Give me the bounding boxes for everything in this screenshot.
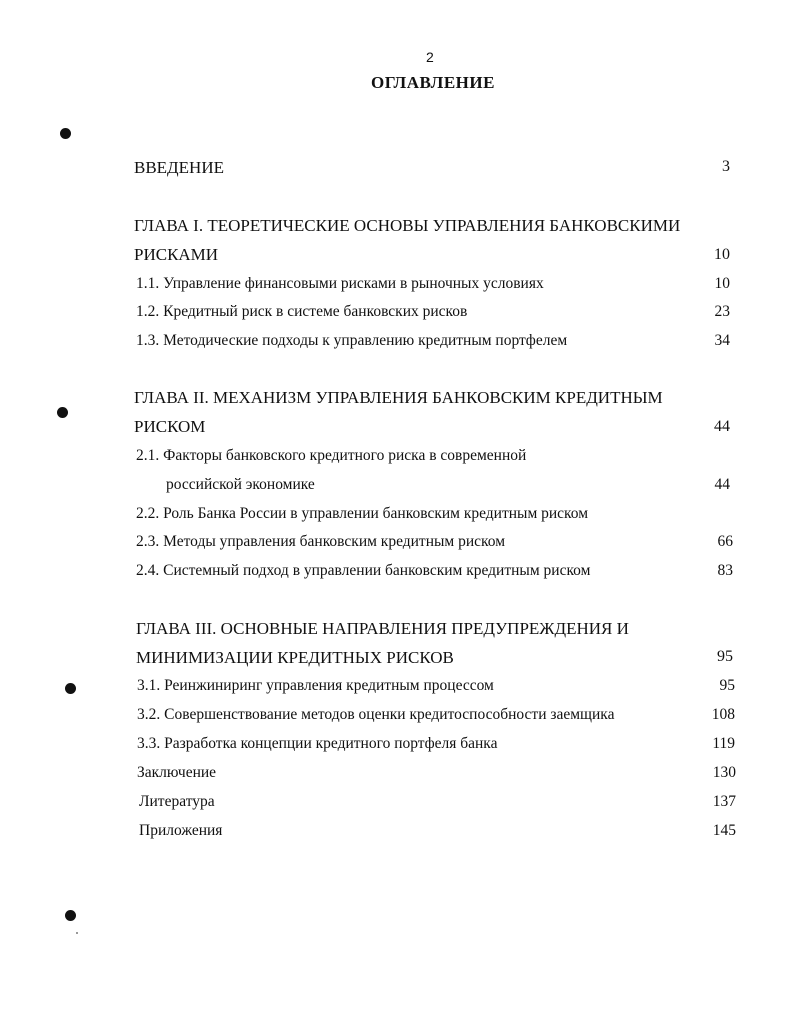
toc-literature: Литература [139, 793, 215, 810]
toc-section-2-4: 2.4. Системный подход в управлении банковским кредитным риском [136, 562, 591, 579]
toc-chapter3-title-line1: ГЛАВА III. ОСНОВНЫЕ НАПРАВЛЕНИЯ ПРЕДУПРЕЖДЕНИЯ И [136, 619, 629, 638]
page-number: 2 [426, 49, 434, 65]
toc-section-1-3: 1.3. Методические подходы к управлению кредитным портфелем [136, 332, 568, 349]
toc-appendices: Приложения [139, 822, 223, 839]
toc-section-2-3: 2.3. Методы управления банковским кредитным риском [136, 533, 506, 550]
toc-section-1-1-page: 10 [714, 275, 730, 292]
toc-section-1-3-page: 34 [714, 332, 730, 349]
toc-chapter1-title-line1: ГЛАВА I. ТЕОРЕТИЧЕСКИЕ ОСНОВЫ УПРАВЛЕНИЯ БАНКОВСКИМИ [134, 216, 681, 235]
toc-section-3-1: 3.1. Реинжиниринг управления кредитным процессом [137, 677, 494, 694]
binding-hole-2 [57, 407, 68, 418]
toc-conclusion-page: 130 [712, 764, 736, 781]
toc-section-3-2: 3.2. Совершенствование методов оценки кредитоспособности заемщика [137, 706, 615, 723]
toc-section-3-3-page: 119 [712, 735, 735, 752]
binding-hole-3 [65, 683, 76, 694]
scan-speck [76, 932, 78, 934]
toc-appendices-page: 145 [712, 822, 736, 839]
toc-intro-page: 3 [722, 158, 730, 175]
toc-section-2-4-page: 83 [717, 562, 733, 579]
toc-section-2-1-cont: российской экономике [166, 476, 315, 493]
toc-chapter1-page: 10 [714, 246, 730, 263]
page-title: ОГЛАВЛЕНИЕ [371, 73, 495, 92]
binding-hole-4 [65, 910, 76, 921]
toc-section-3-2-page: 108 [711, 706, 735, 723]
toc-section-2-1: 2.1. Факторы банковского кредитного риска в современной [136, 447, 527, 464]
toc-literature-page: 137 [712, 793, 736, 810]
toc-intro-label: ВВЕДЕНИЕ [134, 158, 224, 177]
toc-section-3-3: 3.3. Разработка концепции кредитного портфеля банка [137, 735, 498, 752]
toc-chapter1-title-line2: РИСКАМИ [134, 245, 219, 264]
toc-chapter3-page: 95 [717, 648, 733, 665]
toc-chapter3-title-line2: МИНИМИЗАЦИИ КРЕДИТНЫХ РИСКОВ [136, 648, 454, 667]
toc-chapter2-page: 44 [714, 418, 730, 435]
toc-section-1-2: 1.2. Кредитный риск в системе банковских рисков [136, 303, 468, 320]
toc-section-2-1-page: 44 [714, 476, 730, 493]
toc-chapter2-title-line1: ГЛАВА II. МЕХАНИЗМ УПРАВЛЕНИЯ БАНКОВСКИМ КРЕДИТНЫМ [134, 388, 663, 407]
toc-section-2-3-page: 66 [717, 533, 733, 550]
toc-section-2-2: 2.2. Роль Банка России в управлении банковским кредитным риском [136, 505, 589, 522]
toc-conclusion: Заключение [137, 764, 217, 781]
toc-section-3-1-page: 95 [719, 677, 735, 694]
toc-section-1-1: 1.1. Управление финансовыми рисками в рыночных условиях [136, 275, 544, 292]
binding-hole-1 [60, 128, 71, 139]
toc-chapter2-title-line2: РИСКОМ [134, 417, 206, 436]
toc-section-1-2-page: 23 [714, 303, 730, 320]
